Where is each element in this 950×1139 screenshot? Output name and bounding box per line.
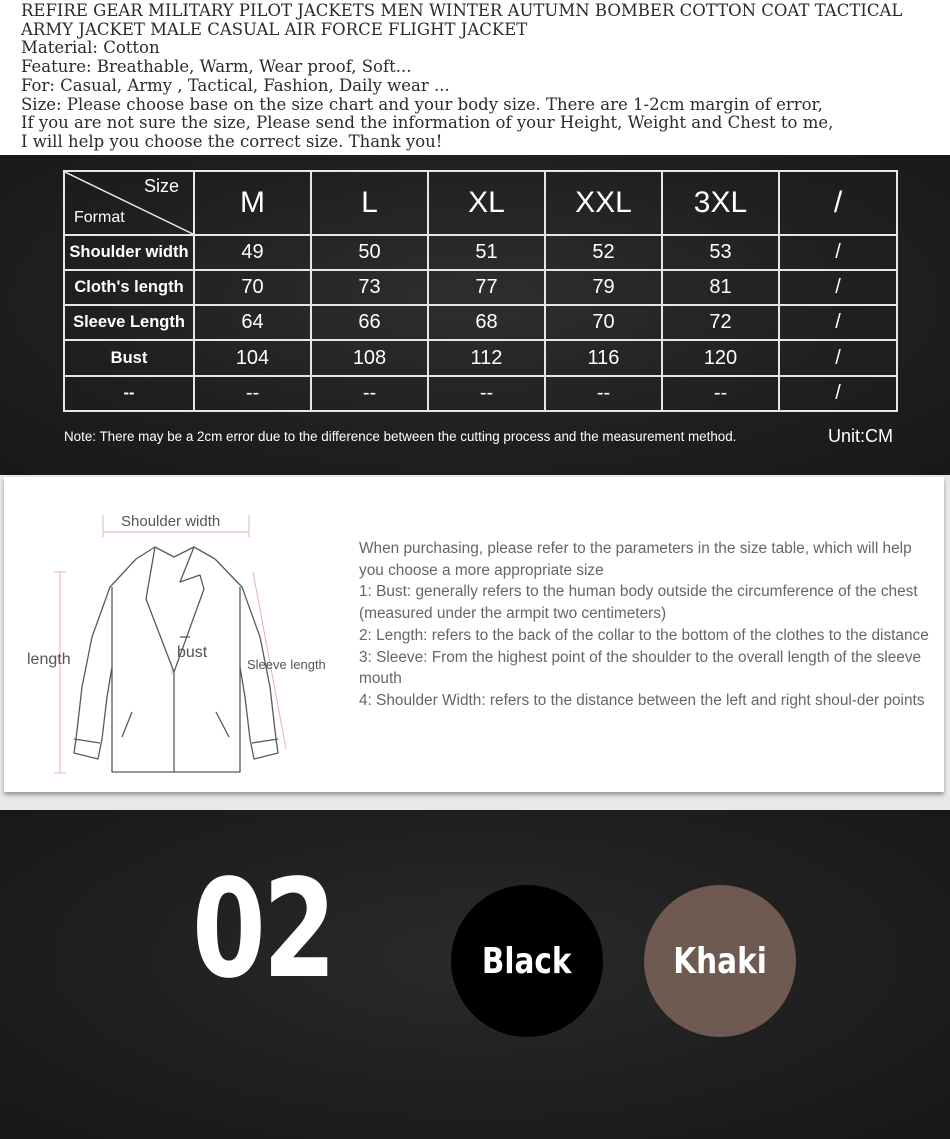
table-cell: 70 (545, 305, 662, 340)
table-cell: 50 (311, 235, 428, 270)
table-cell: -- (311, 376, 428, 411)
size-header: L (311, 171, 428, 235)
table-cell: 73 (311, 270, 428, 305)
table-cell: / (779, 376, 897, 411)
feature-line: Feature: Breathable, Warm, Wear proof, Soft... (21, 57, 412, 77)
instruction-line: 4: Shoulder Width: refers to the distance between the left and right shoul-der points (359, 691, 925, 709)
row-label: Cloth's length (64, 270, 194, 305)
table-cell: 68 (428, 305, 545, 340)
table-cell: 66 (311, 305, 428, 340)
table-cell: 81 (662, 270, 779, 305)
section-number: 02 (192, 851, 334, 1009)
table-cell: 120 (662, 340, 779, 375)
table-row (64, 270, 897, 305)
table-row (64, 235, 897, 270)
table-cell: 77 (428, 270, 545, 305)
usage-line: For: Casual, Army , Tactical, Fashion, Daily wear ... (21, 75, 450, 95)
size-advice-line-2: If you are not sure the size, Please send the information of your Height, Weight and Chest to me, (21, 113, 834, 133)
table-cell: / (779, 270, 897, 305)
table-cell: 116 (545, 340, 662, 375)
row-label: Bust (64, 340, 194, 375)
measurement-instructions (359, 538, 929, 712)
table-cell: -- (194, 376, 311, 411)
measurement-guide-card (4, 477, 944, 792)
size-header: XXL (545, 171, 662, 235)
row-label: Sleeve Length (64, 305, 194, 340)
color-options-panel (0, 810, 950, 1139)
size-chart-panel (0, 155, 950, 475)
table-cell: / (779, 235, 897, 270)
table-cell: / (779, 305, 897, 340)
instruction-line: When purchasing, please refer to the parameters in the size table, which will help you choose a more appropriate size (359, 540, 912, 579)
table-cell: 108 (311, 340, 428, 375)
table-cell: 52 (545, 235, 662, 270)
row-label: Shoulder width (64, 235, 194, 270)
table-row (64, 376, 897, 411)
length-diagram-label: length (27, 651, 71, 668)
color-swatch-black (451, 885, 603, 1037)
measurement-error-note: Note: There may be a 2cm error due to the difference between the cutting process and the measurement method. (64, 429, 737, 444)
instruction-line: 2: Length: refers to the back of the collar to the bottom of the clothes to the distance (359, 626, 929, 644)
table-cell: 72 (662, 305, 779, 340)
measurement-guide-panel (0, 475, 950, 810)
material-line: Material: Cotton (21, 38, 160, 58)
table-cell: 64 (194, 305, 311, 340)
instruction-line: 3: Sleeve: From the highest point of the shoulder to the overall length of the sleeve mouth (359, 648, 922, 688)
table-cell: / (779, 340, 897, 375)
row-label: -- (64, 376, 194, 411)
table-cell: -- (662, 376, 779, 411)
corner-cell (64, 171, 194, 235)
table-cell: -- (545, 376, 662, 411)
bust-diagram-label: bust (177, 644, 208, 661)
size-advice-line-1: Size: Please choose base on the size chart and your body size. There are 1-2cm margin of error, (21, 94, 823, 114)
product-description (21, 2, 941, 152)
table-cell: -- (428, 376, 545, 411)
table-row (64, 340, 897, 375)
instruction-line: 1: Bust: generally refers to the human body outside the circumference of the chest (measured under the armpit two centimeters) (359, 583, 918, 623)
size-header: XL (428, 171, 545, 235)
corner-size-label: Size (143, 176, 179, 196)
table-cell: 79 (545, 270, 662, 305)
color-swatch-label: Black (482, 940, 572, 982)
sleeve-length-diagram-label: Sleeve length (247, 657, 326, 672)
product-title: REFIRE GEAR MILITARY PILOT JACKETS MEN WINTER AUTUMN BOMBER COTTON COAT TACTICAL ARMY JACKET MALE CASUAL AIR FORCE FLIGHT JACKET (21, 1, 903, 39)
size-chart-table (63, 170, 898, 412)
table-row (64, 305, 897, 340)
size-header: M (194, 171, 311, 235)
table-cell: 53 (662, 235, 779, 270)
size-header-row (64, 171, 897, 235)
table-cell: 112 (428, 340, 545, 375)
corner-format-label: Format (74, 208, 125, 226)
size-header: 3XL (662, 171, 779, 235)
unit-label: Unit:CM (827, 426, 893, 446)
size-header: / (779, 171, 897, 235)
table-cell: 51 (428, 235, 545, 270)
color-swatch-label: Khaki (673, 940, 767, 982)
color-swatch-khaki (644, 885, 796, 1037)
table-cell: 70 (194, 270, 311, 305)
size-advice-line-3: I will help you choose the correct size. Thank you! (21, 131, 443, 151)
table-cell: 49 (194, 235, 311, 270)
table-cell: 104 (194, 340, 311, 375)
shoulder-width-diagram-label: Shoulder width (121, 513, 221, 530)
